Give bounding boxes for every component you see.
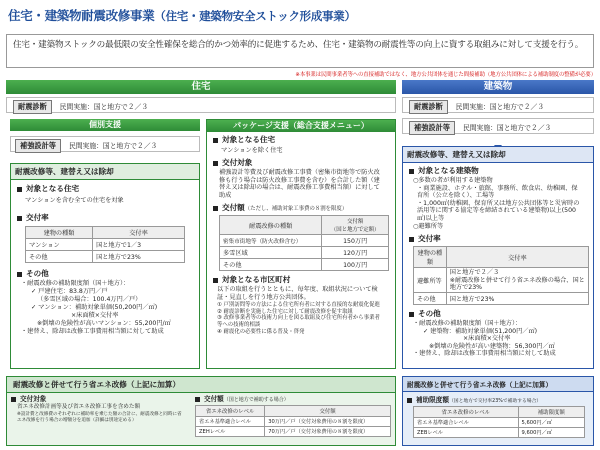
- table-header: 補助限度額: [518, 407, 584, 418]
- package-target-heading: 対象となる住宅: [222, 135, 276, 144]
- list-item: ・商業施設、ホテル・旅館、事務所、飲食店、幼稚園、保育所（公立を除く）、工場等: [417, 184, 578, 200]
- intro-box: [6, 34, 594, 68]
- table-row: [26, 239, 185, 251]
- table-cell: 省エネ基準適合レベル: [414, 418, 519, 428]
- package-amount2-note: （ただし、補助対象工事費の８割を限度）: [244, 206, 348, 213]
- building-retrofit-band: 耐震改修等、建替え又は除却: [403, 147, 593, 163]
- table-cell: ZEBレベル: [414, 428, 519, 438]
- building-design-tag: 補強設計等: [409, 121, 455, 135]
- table-cell: 5,600円／㎡: [518, 418, 584, 428]
- housing-energy-left-heading: 交付対象: [20, 395, 47, 403]
- individual-retrofit-band: 耐震改修等、建替え又は除却: [11, 164, 199, 180]
- funding-note: ※本事業は民間事業者等への直接補助ではなく、地方公共団体を通じた間接補助（地方公共団体による補助制度の整備が必要）: [295, 72, 596, 78]
- package-city-text: 以下の取組を行うとともに、毎年度、取組状況について検証・見直しを行う地方公共団体。: [217, 286, 378, 301]
- table-row: [26, 251, 185, 263]
- package-target-text: マンションを除く住宅: [221, 147, 283, 154]
- housing-energy-right-heading: 交付額: [204, 395, 224, 403]
- list-item: ✓ マンション：補助対象単価(50,200円／㎡): [31, 304, 158, 311]
- list-item: ① 戸別訪問等の方法による住宅所有者に対する直接的な耐震化促進: [217, 302, 380, 309]
- individual-other-heading: その他: [26, 269, 49, 278]
- building-energy-table: [413, 406, 585, 438]
- table-cell: 150万円: [322, 235, 389, 247]
- housing-diagnosis-text: 民間実施：国と地方で２／３: [59, 103, 149, 111]
- housing-energy-right-note: （国と地方で補助する場合）: [223, 397, 289, 403]
- table-cell: その他: [26, 251, 93, 263]
- package-amount-table: [219, 215, 389, 271]
- housing-diagnosis-row: [6, 97, 396, 113]
- individual-rate-heading: 交付率: [26, 213, 49, 222]
- individual-design-text: 民間実施：国と地方で２／３: [68, 142, 158, 150]
- table-cell: 9,600円／㎡: [518, 428, 584, 438]
- building-target-heading: 対象となる建築物: [418, 166, 479, 175]
- table-header: 交付額 （国と地方で定額）: [322, 216, 389, 235]
- title-sub: （住宅・建築物安全ストック形成事業）: [154, 9, 356, 23]
- table-header: 耐震改修の種類: [220, 216, 322, 235]
- table-cell: 国と地方で23%: [446, 293, 588, 305]
- housing-energy-left: [11, 393, 191, 423]
- table-header: 建物の種類: [26, 227, 93, 239]
- table-cell: 30万円／戸（交付対象費用の８割を限度）: [265, 417, 391, 427]
- list-item: ×床面積×交付率: [463, 335, 511, 343]
- list-item: ※倒壊の危険性が高いマンション：55,200円/㎡: [37, 320, 171, 327]
- individual-target-text: マンションを含む全ての住宅を対象: [25, 197, 124, 204]
- table-cell: 国と地方で２／３ ※耐震改修と併せて行う省エネ改修の場合、国と地方で23%: [446, 268, 588, 293]
- housing-energy-box: [6, 376, 396, 446]
- list-item: ✓ 戸建住宅：83.8万円／戸: [31, 288, 108, 295]
- building-other-list: [409, 319, 587, 358]
- building-rate-heading: 交付率: [418, 234, 441, 244]
- package-amount-text: 補強設計等費及び耐震改修工事費（密集市街地等で防火改修も行う場合は防火改修工事費を含む）を合計した額（建替え又は除却の場合は、耐震改修工事費相当額）に対して助成: [219, 169, 380, 199]
- table-cell: 密集市街地等（防火改修含む）: [220, 235, 322, 247]
- table-row: [414, 293, 589, 305]
- table-row: [414, 418, 585, 428]
- list-item: ○多数の者が利用する建築物: [413, 177, 493, 184]
- list-item: ③ 改修事業者等の技術力向上を図る取組及び住宅所有者から事業者等への技術的相談: [217, 315, 380, 328]
- table-cell: 省エネ基準適合レベル: [196, 417, 265, 427]
- building-diagnosis-text: 民間実施：国と地方で２／３: [455, 103, 545, 111]
- table-header: 交付額: [265, 406, 391, 417]
- table-cell: 100万円: [322, 259, 389, 271]
- table-cell: 国と地方で1／3: [93, 239, 185, 251]
- individual-design-tag: 補強設計等: [15, 139, 61, 153]
- package-amount2-heading: 交付額: [222, 203, 245, 213]
- list-item: ×床面積×交付率: [71, 312, 119, 319]
- building-design-row: [402, 118, 594, 134]
- housing-energy-left-note: ※設計費と改修費のそれぞれに補助率を乗じた額の合計に、耐震改修と同時に省エネ改修を行う場合の増額分を追加（詳細は別途定める）: [17, 411, 182, 423]
- table-row: [414, 428, 585, 438]
- individual-rate-table: [25, 226, 185, 263]
- table-cell: 多雪区域: [220, 247, 322, 259]
- list-item: ④ 耐震化の必要性に係る普及・啓発: [217, 328, 305, 335]
- package-support-box: [206, 119, 396, 369]
- table-row: [220, 235, 389, 247]
- housing-energy-band: 耐震改修と併せて行う省エネ改修（上記に加算）: [7, 377, 395, 393]
- housing-energy-left-text: 省エネ改修計画等及び省エネ改修工事を含めた額: [17, 404, 141, 410]
- list-item: ・耐震改修の補助限度額（国＋地方）：: [21, 280, 130, 287]
- list-item: （多雪区域の場合：100.4万円／戸）: [37, 296, 142, 303]
- building-target-list: [409, 176, 587, 231]
- building-diagnosis-row: [402, 97, 594, 113]
- table-cell: 国と地方で23%: [93, 251, 185, 263]
- package-city-heading: 対象となる市区町村: [222, 275, 291, 285]
- table-cell: マンション: [26, 239, 93, 251]
- table-cell: 120万円: [322, 247, 389, 259]
- table-header: 省エネ改修のレベル: [414, 407, 519, 418]
- table-header: 交付率: [93, 227, 185, 239]
- table-header: 建物の種類: [414, 247, 447, 268]
- individual-target-heading: 対象となる住宅: [26, 184, 80, 193]
- list-item: ・1,000㎡(幼稚園、保育所又は地方公共団体等と災害時の活用等に関する協定等を締結されている建築物)以上(500㎡)以上等: [417, 199, 580, 222]
- building-retrofit-box: [402, 146, 594, 369]
- housing-energy-table: [195, 405, 391, 437]
- housing-energy-right: [195, 393, 393, 437]
- table-header: 省エネ改修のレベル: [196, 406, 265, 417]
- table-cell: ZEHレベル: [196, 427, 265, 437]
- table-cell: 避難所等: [414, 268, 447, 293]
- package-city-list: [213, 302, 389, 335]
- building-energy-band: 耐震改修と併せて行う省エネ改修（上記に加算）: [403, 377, 593, 392]
- building-energy-heading: 補助限度額: [416, 396, 449, 404]
- building-other-heading: その他: [418, 309, 441, 319]
- building-band: 建築物: [402, 80, 594, 94]
- building-energy-note: （国と地方で交付率23%で補助する場合）: [448, 399, 542, 404]
- table-cell: その他: [414, 293, 447, 305]
- table-header: 交付率: [446, 247, 588, 268]
- list-item: ✓ 建築物：補助対象単価(51,200円／㎡): [423, 327, 538, 335]
- list-item: ・建替え、除却は改修工事費用相当額に対して助成: [21, 328, 164, 335]
- table-cell: その他: [220, 259, 322, 271]
- table-row: [220, 259, 389, 271]
- package-support-band: パッケージ支援（総合支援メニュー）: [207, 120, 395, 132]
- building-diagnosis-tag: 耐震診断: [409, 100, 448, 114]
- individual-support-band: 個別支援: [10, 119, 200, 131]
- individual-design-row: [10, 136, 200, 152]
- package-amount-heading: 交付対象: [222, 158, 253, 167]
- housing-diagnosis-tag: 耐震診断: [13, 100, 52, 114]
- table-row: [220, 247, 389, 259]
- table-row: [414, 268, 589, 293]
- list-item: ・建替え、除却は改修工事費用相当額に対して助成: [413, 350, 556, 357]
- list-item: ※倒壊の危険性が高い建築物：56,300円／㎡: [429, 342, 555, 350]
- list-item: ・耐震改修の補助限度額（国＋地方）：: [413, 320, 522, 328]
- housing-band: 住宅: [6, 80, 396, 94]
- intro-text: 住宅・建築物ストックの最低限の安全性確保を総合的かつ効率的に促進するため、住宅・建築物の耐震性等の向上に資する取組みに対して支援を行う。: [13, 40, 584, 50]
- table-cell: 70万円／戸（交付対象費用の８割を限度）: [265, 427, 391, 437]
- page-title: [8, 6, 356, 24]
- table-row: [196, 417, 391, 427]
- building-design-text: 民間実施：国と地方で２／３: [462, 124, 552, 132]
- title-main: 住宅・建築物耐震改修事業: [8, 8, 155, 23]
- building-energy-box: [402, 376, 594, 446]
- individual-other-list: [17, 279, 193, 337]
- building-rate-table: [413, 246, 589, 305]
- list-item: ② 耐震診断を実施した住宅に対して耐震改修を促す取組: [217, 308, 353, 315]
- list-item: ○避難所等: [413, 222, 444, 230]
- individual-retrofit-box: [10, 163, 200, 369]
- table-row: [196, 427, 391, 437]
